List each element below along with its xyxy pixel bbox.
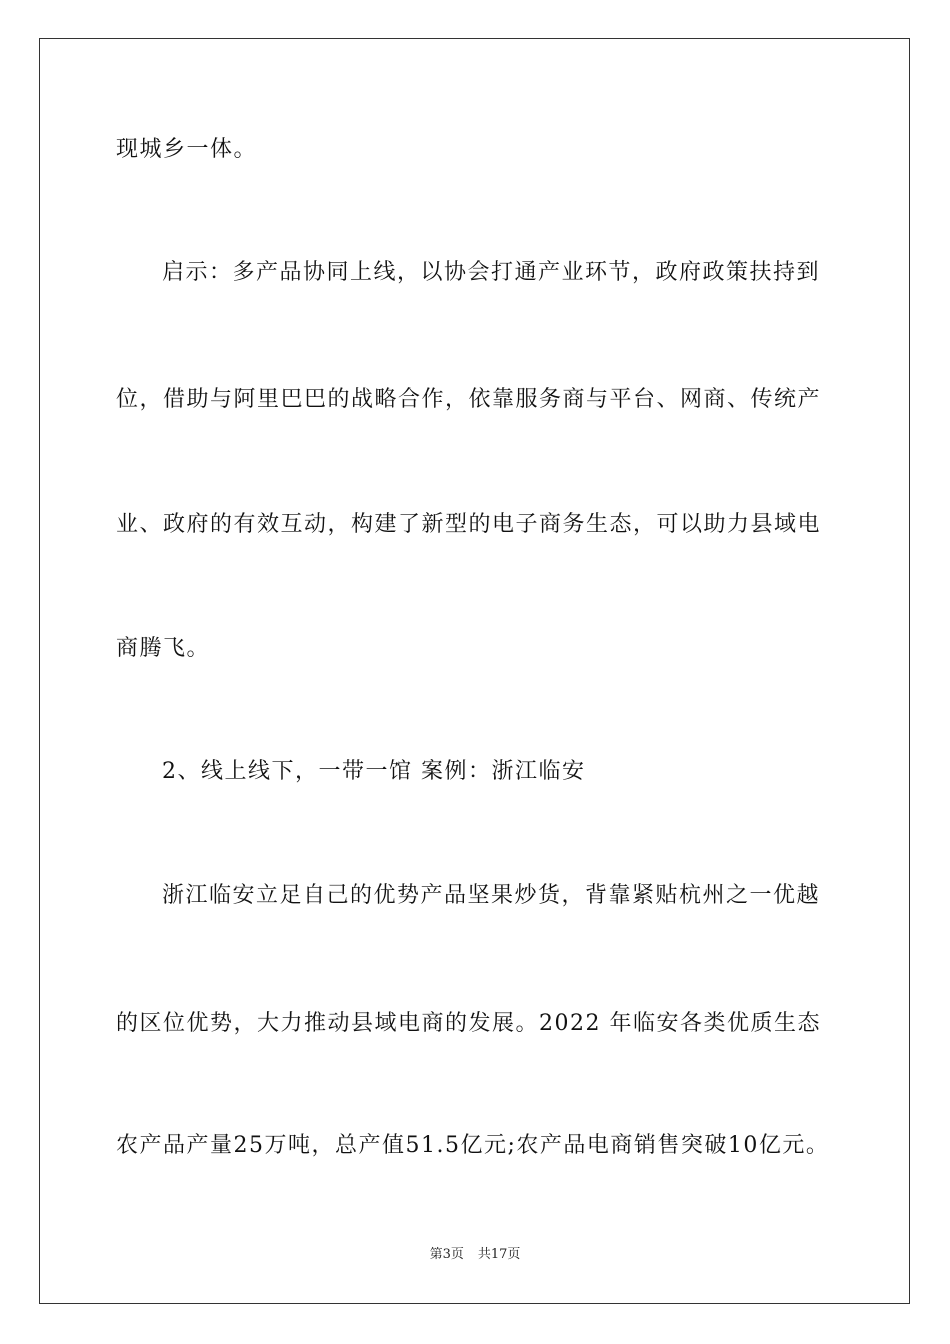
text-line-8: 的区位优势，大力推动县域电商的发展。2022 年临安各类优质生态 — [116, 1011, 821, 1036]
page-footer — [0, 1246, 950, 1264]
text-line-4: 业、政府的有效互动，构建了新型的电子商务生态，可以助力县域电 — [116, 512, 822, 537]
page-border — [39, 38, 910, 1304]
text-line-1: 现城乡一体。 — [116, 137, 258, 162]
section-heading-case-linan: 2、线上线下，一带一馆 案例：浙江临安 — [162, 759, 586, 784]
text-line-9: 农产品产量25万吨，总产值51.5亿元;农产品电商销售突破10亿元。 — [116, 1133, 830, 1158]
paragraph-heading-inspiration: 启示：多产品协同上线，以协会打通产业环节，政府政策扶持到 — [162, 260, 821, 285]
page-number: 第3页 — [429, 1247, 464, 1262]
page-total: 共17页 — [477, 1247, 521, 1262]
text-line-3: 位，借助与阿里巴巴的战略合作，依靠服务商与平台、网商、传统产 — [116, 387, 822, 412]
text-line-5: 商腾飞。 — [116, 636, 211, 661]
text-line-7: 浙江临安立足自己的优势产品坚果炒货，背靠紧贴杭州之一优越 — [162, 883, 821, 908]
